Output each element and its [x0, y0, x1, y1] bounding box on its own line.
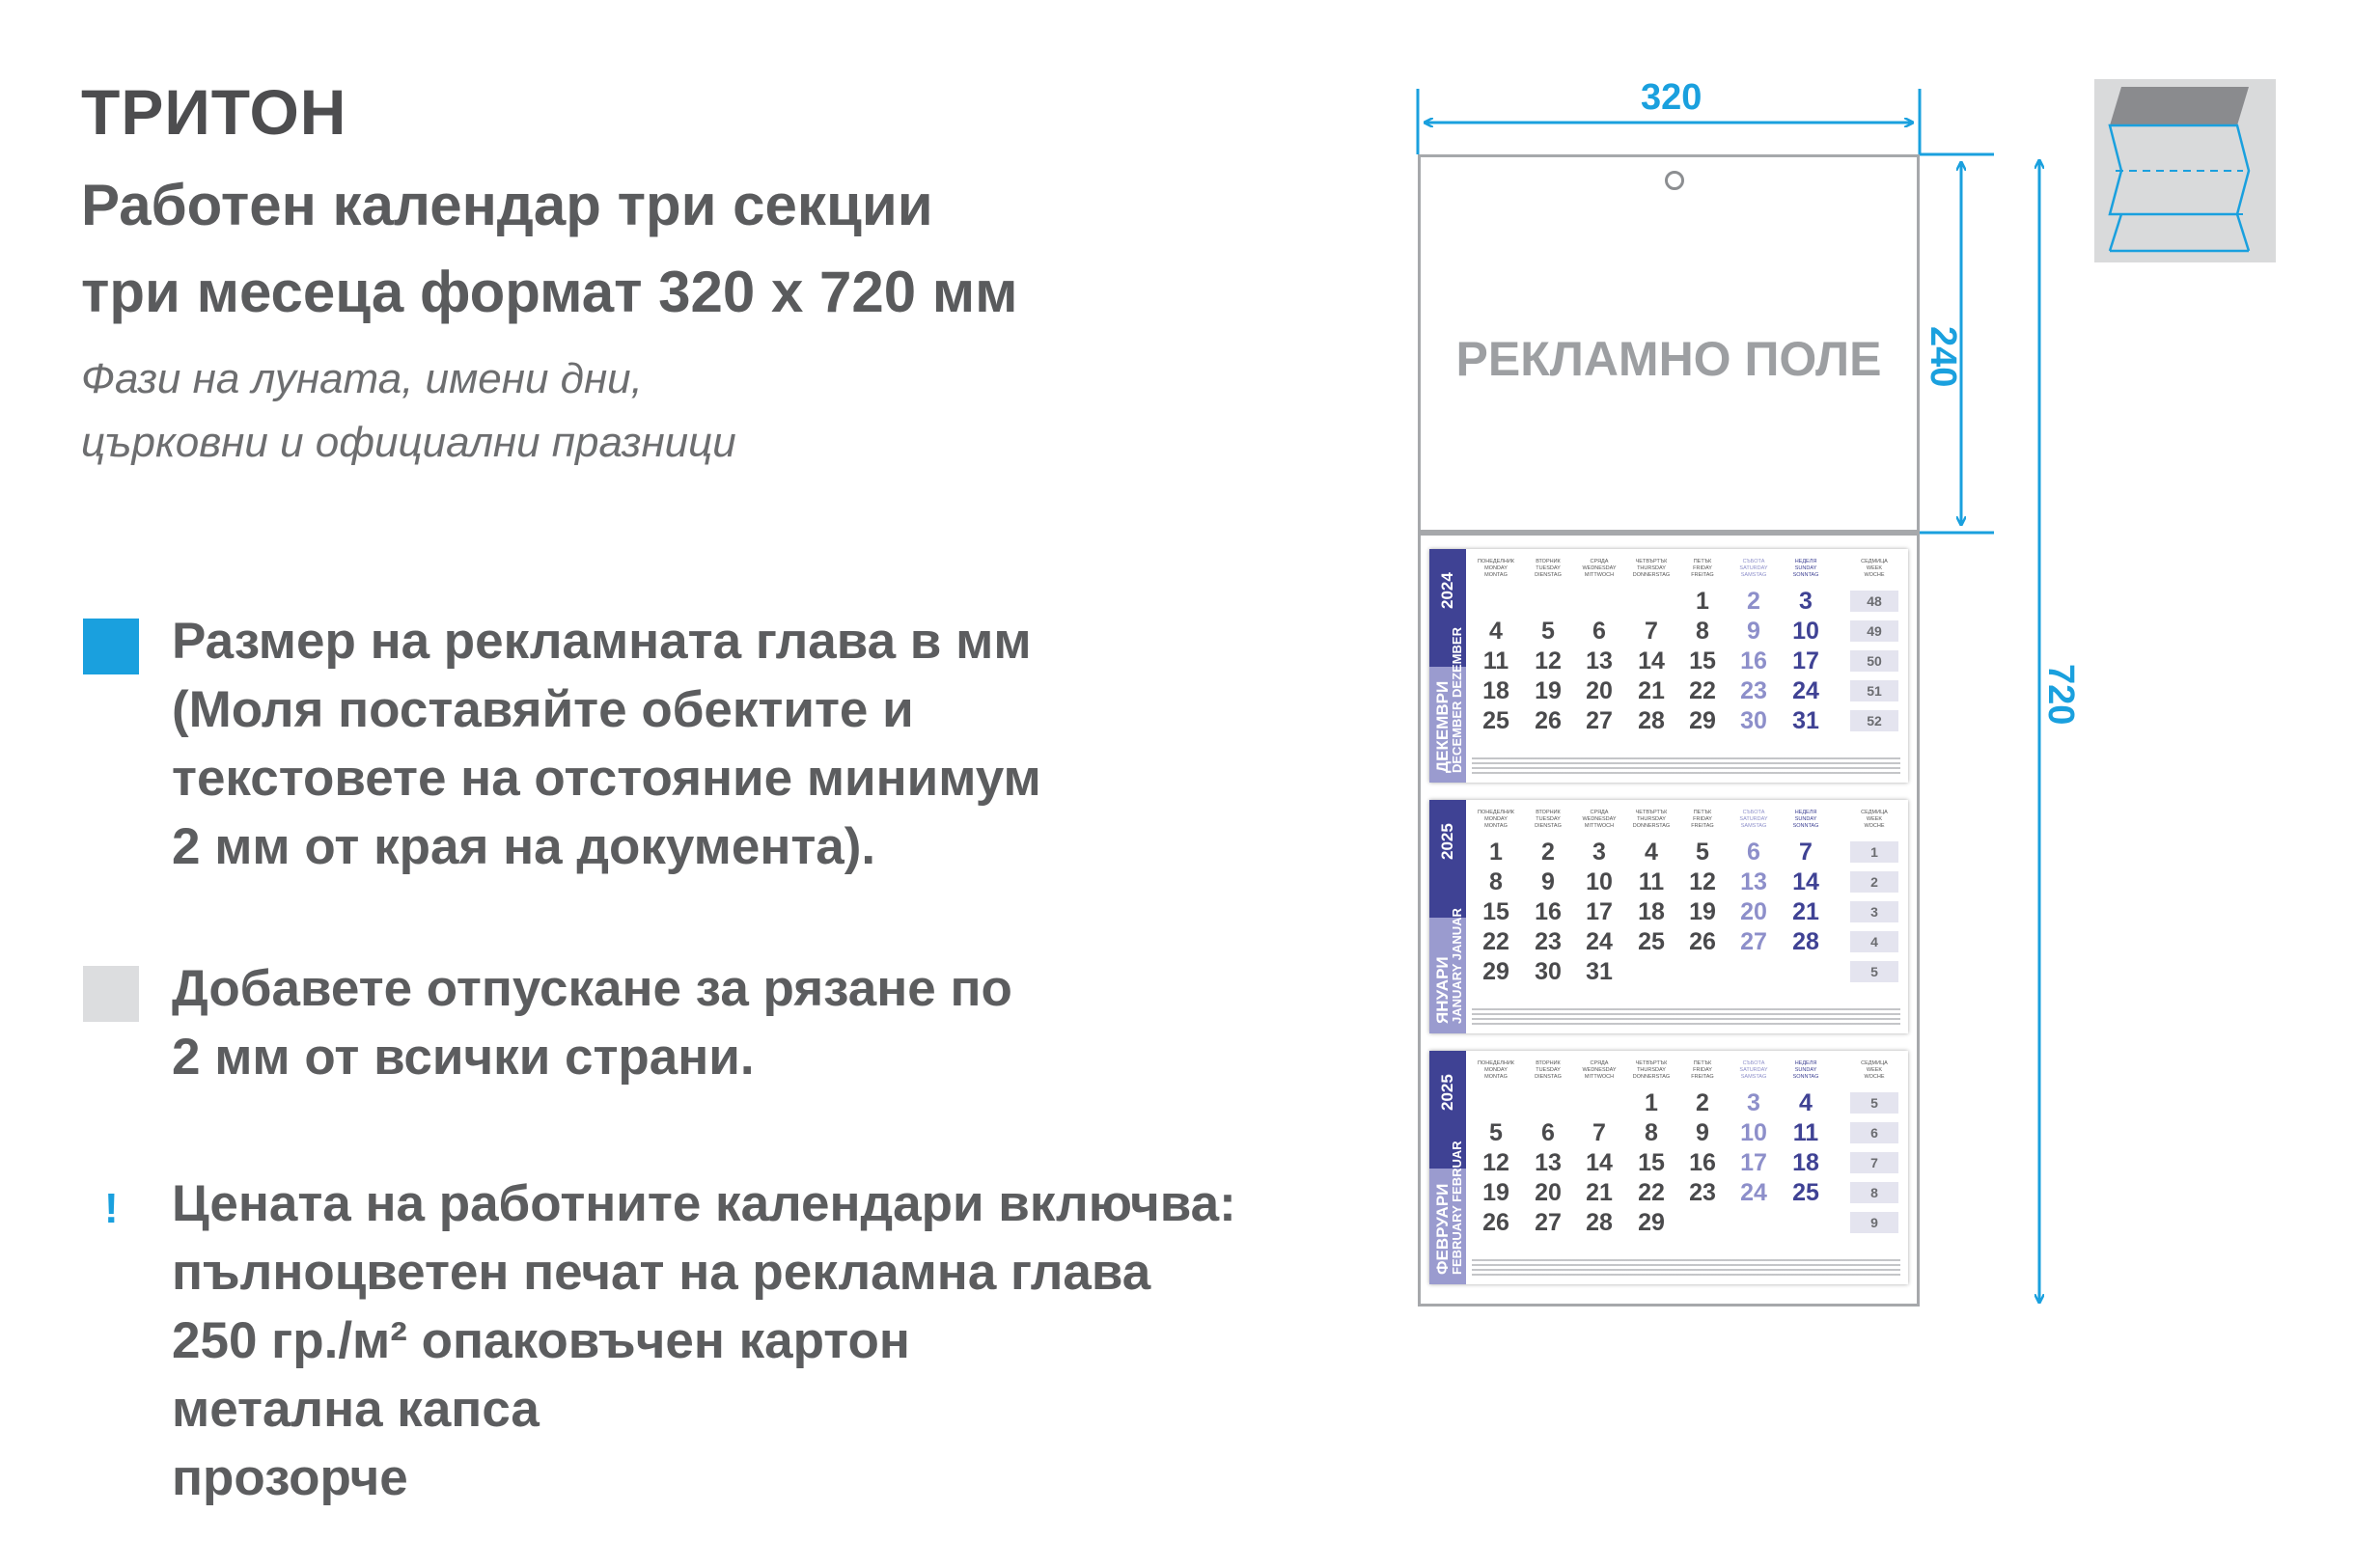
calendar-day: 22	[1638, 1179, 1665, 1206]
calendar-day: 21	[1792, 898, 1819, 925]
calendar-day: 7	[1592, 1119, 1606, 1146]
week-number: 52	[1850, 710, 1898, 731]
calendar-day: 3	[1592, 839, 1606, 866]
calendar-day: 2	[1541, 839, 1555, 866]
weekday-header: ВТОРНИК TUESDAY DIENSTAG	[1535, 559, 1562, 578]
subtitle-line-2: три месеца формат 320 x 720 мм	[81, 260, 1018, 324]
bullet-line: (Моля поставяйте обектите и	[172, 681, 914, 738]
calendar-day: 18	[1638, 898, 1665, 925]
weekday-header: ВТОРНИК TUESDAY DIENSTAG	[1535, 810, 1562, 829]
calendar-day: 8	[1489, 868, 1503, 895]
calendar-pad-january	[1429, 800, 1908, 1033]
month-name-en-de: JANUARY JANUAR	[1450, 908, 1464, 1024]
bullet-line: 2 мм от края на документа).	[172, 818, 876, 875]
holiday-names-footer	[1472, 1008, 1900, 1028]
calendar-day: 23	[1740, 677, 1767, 704]
calendar-day: 29	[1482, 958, 1509, 985]
total-height-label: 720	[2040, 664, 2081, 726]
exclamation-icon: !	[104, 1185, 119, 1232]
calendar-day: 29	[1638, 1209, 1665, 1236]
calendar-day: 20	[1586, 677, 1613, 704]
ad-field	[1418, 154, 1920, 533]
bullet-line: метална капса	[172, 1381, 540, 1438]
weekday-header: ЧЕТВЪРТЪК THURSDAY DONNERSTAG	[1632, 1060, 1671, 1080]
bullet-line: Размер на рекламната глава в мм	[172, 613, 1032, 670]
calendar-day: 6	[1541, 1119, 1555, 1146]
calendar-day: 31	[1792, 707, 1819, 734]
year-label: 2025	[1438, 1074, 1456, 1111]
calendar-day: 2	[1747, 588, 1760, 615]
calendar-day: 16	[1740, 647, 1767, 674]
note-line-2: църковни и официални празници	[81, 419, 736, 466]
calendar-day: 22	[1689, 677, 1716, 704]
calendar-day: 24	[1792, 677, 1819, 704]
weekday-header: СЕДМИЦА WEEK WOCHE	[1861, 559, 1888, 578]
bullet-line: Добавете отпускане за рязане по	[172, 960, 1012, 1017]
product-title: ТРИТОН	[81, 76, 347, 148]
calendar-day: 3	[1799, 588, 1813, 615]
weekday-header: ПОНЕДЕЛНИК MONDAY MONTAG	[1477, 1060, 1514, 1080]
calendar-day: 28	[1638, 707, 1665, 734]
calendar-day: 18	[1792, 1149, 1819, 1176]
calendar-day: 31	[1586, 958, 1613, 985]
calendar-day: 27	[1535, 1209, 1562, 1236]
calendar-day: 4	[1645, 839, 1658, 866]
month-name-en-de: DECEMBER DEZEMBER	[1450, 627, 1464, 773]
calendar-day: 21	[1638, 677, 1665, 704]
weekday-header: ЧЕТВЪРТЪК THURSDAY DONNERSTAG	[1632, 559, 1671, 578]
week-number: 4	[1850, 931, 1898, 952]
calendar-day: 21	[1586, 1179, 1613, 1206]
calendar-day: 14	[1638, 647, 1665, 674]
weekday-header: ПОНЕДЕЛНИК MONDAY MONTAG	[1477, 559, 1514, 578]
calendar-day: 26	[1535, 707, 1562, 734]
weekday-header: НЕДЕЛЯ SUNDAY SONNTAG	[1792, 810, 1819, 829]
week-number: 1	[1850, 841, 1898, 863]
week-number: 7	[1850, 1152, 1898, 1173]
weekday-header: ПЕТЪК FRIDAY FREITAG	[1691, 1060, 1714, 1080]
calendar-day: 30	[1535, 958, 1562, 985]
calendar-day: 12	[1689, 868, 1716, 895]
weekday-header: СРЯДА WEDNESDAY MITTWOCH	[1582, 1060, 1617, 1080]
calendar-day: 12	[1482, 1149, 1509, 1176]
bullet-line: пълноцветен печат на рекламна глава	[172, 1244, 1151, 1301]
calendar-day: 19	[1482, 1179, 1509, 1206]
calendar-day: 27	[1740, 928, 1767, 955]
month-name-bg: ЯНУАРИ	[1433, 956, 1452, 1024]
calendar-day: 4	[1799, 1089, 1813, 1116]
calendar-day: 5	[1696, 839, 1709, 866]
week-number: 5	[1850, 961, 1898, 982]
weekday-header: СЪБОТА SATURDAY SAMSTAG	[1739, 559, 1768, 578]
hanging-hole	[1665, 171, 1684, 190]
calendar-day: 20	[1535, 1179, 1562, 1206]
calendar-day: 11	[1638, 868, 1665, 895]
bullet-line: прозорче	[172, 1449, 408, 1506]
weekday-header: ПЕТЪК FRIDAY FREITAG	[1691, 810, 1714, 829]
calendar-day: 25	[1638, 928, 1665, 955]
calendar-day: 10	[1740, 1119, 1767, 1146]
calendar-day: 9	[1541, 868, 1555, 895]
calendar-day: 26	[1482, 1209, 1509, 1236]
month-name-bg: ДЕКЕМВРИ	[1433, 680, 1452, 773]
week-number: 2	[1850, 871, 1898, 893]
calendar-day: 6	[1592, 618, 1606, 645]
bullet-line: 250 гр./м² опаковъчен картон	[172, 1312, 910, 1369]
calendar-day: 10	[1586, 868, 1613, 895]
weekday-header: СЕДМИЦА WEEK WOCHE	[1861, 1060, 1888, 1080]
calendar-day: 17	[1792, 647, 1819, 674]
week-number: 3	[1850, 901, 1898, 922]
calendar-day: 17	[1740, 1149, 1767, 1176]
calendar-day: 8	[1645, 1119, 1658, 1146]
calendar-day: 1	[1645, 1089, 1658, 1116]
calendar-day: 24	[1586, 928, 1613, 955]
calendar-day: 11	[1482, 647, 1509, 674]
calendar-day: 12	[1535, 647, 1562, 674]
holiday-names-footer	[1472, 1259, 1900, 1279]
weekday-header: СЪБОТА SATURDAY SAMSTAG	[1739, 1060, 1768, 1080]
year-label: 2024	[1438, 572, 1456, 609]
week-number: 9	[1850, 1212, 1898, 1233]
calendar-day: 20	[1740, 898, 1767, 925]
calendar-day: 26	[1689, 928, 1716, 955]
ad-field-label: РЕКЛАМНО ПОЛЕ	[1455, 332, 1882, 386]
calendar-day: 19	[1689, 898, 1716, 925]
weekday-header: ЧЕТВЪРТЪК THURSDAY DONNERSTAG	[1632, 810, 1671, 829]
calendar-day: 5	[1489, 1119, 1503, 1146]
calendar-day: 6	[1747, 839, 1760, 866]
head-height-label: 240	[1923, 326, 1963, 388]
calendar-day: 25	[1482, 707, 1509, 734]
calendar-day: 16	[1535, 898, 1562, 925]
calendar-day: 7	[1645, 618, 1658, 645]
calendar-day: 13	[1535, 1149, 1562, 1176]
weekday-header: ПЕТЪК FRIDAY FREITAG	[1691, 559, 1714, 578]
weekday-header: ПОНЕДЕЛНИК MONDAY MONTAG	[1477, 810, 1514, 829]
calendar-day: 7	[1799, 839, 1813, 866]
calendar-day: 9	[1747, 618, 1760, 645]
calendar-day: 13	[1586, 647, 1613, 674]
calendar-day: 14	[1586, 1149, 1613, 1176]
bullet-line: Цената на работните календари включва:	[172, 1175, 1236, 1232]
weekday-header: СЕДМИЦА WEEK WOCHE	[1861, 810, 1888, 829]
weekday-header: ВТОРНИК TUESDAY DIENSTAG	[1535, 1060, 1562, 1080]
calendar-day: 4	[1489, 618, 1503, 645]
calendar-day: 15	[1689, 647, 1716, 674]
month-name-en-de: FEBRUARY FEBRUAR	[1450, 1141, 1464, 1275]
calendar-pad-february	[1429, 1051, 1908, 1284]
week-number: 50	[1850, 650, 1898, 672]
calendar-day: 25	[1792, 1179, 1819, 1206]
calendar-day: 27	[1586, 707, 1613, 734]
weekday-header: НЕДЕЛЯ SUNDAY SONNTAG	[1792, 1060, 1819, 1080]
calendar-day: 11	[1792, 1119, 1819, 1146]
calendar-day: 1	[1489, 839, 1503, 866]
week-number: 51	[1850, 680, 1898, 701]
calendar-day: 16	[1689, 1149, 1716, 1176]
calendar-day: 14	[1792, 868, 1819, 895]
calendar-day: 2	[1696, 1089, 1709, 1116]
calendar-day: 24	[1740, 1179, 1767, 1206]
calendar-day: 15	[1638, 1149, 1665, 1176]
fold-icon-graphic	[2094, 79, 2276, 262]
note-line-1: Фази на луната, имени дни,	[81, 355, 643, 402]
calendar-day: 23	[1535, 928, 1562, 955]
calendar-day: 17	[1586, 898, 1613, 925]
calendar-day: 3	[1747, 1089, 1760, 1116]
year-label: 2025	[1438, 823, 1456, 860]
weekday-header: СЪБОТА SATURDAY SAMSTAG	[1739, 810, 1768, 829]
calendar-day: 8	[1696, 618, 1709, 645]
width-label: 320	[1641, 77, 1702, 118]
week-number: 5	[1850, 1092, 1898, 1114]
calendar-day: 22	[1482, 928, 1509, 955]
bullet-line: 2 мм от всички страни.	[172, 1029, 755, 1086]
calendar-day: 5	[1541, 618, 1555, 645]
month-name-bg: ФЕВРУАРИ	[1433, 1183, 1452, 1275]
calendar-day: 30	[1740, 707, 1767, 734]
calendar-day: 29	[1689, 707, 1716, 734]
calendar-day: 10	[1792, 618, 1819, 645]
calendar-day: 15	[1482, 898, 1509, 925]
subtitle-line-1: Работен календар три секции	[81, 173, 933, 237]
week-number: 6	[1850, 1122, 1898, 1143]
week-number: 49	[1850, 620, 1898, 642]
calendar-pad-december	[1429, 549, 1908, 783]
weekday-header: НЕДЕЛЯ SUNDAY SONNTAG	[1792, 559, 1819, 578]
week-number: 48	[1850, 591, 1898, 612]
week-number: 8	[1850, 1182, 1898, 1203]
calendar-day: 19	[1535, 677, 1562, 704]
calendar-day: 1	[1696, 588, 1709, 615]
calendar-day: 28	[1792, 928, 1819, 955]
weekday-header: СРЯДА WEDNESDAY MITTWOCH	[1582, 810, 1617, 829]
weekday-header: СРЯДА WEDNESDAY MITTWOCH	[1582, 559, 1617, 578]
calendar-day: 23	[1689, 1179, 1716, 1206]
calendar-day: 28	[1586, 1209, 1613, 1236]
holiday-names-footer	[1472, 757, 1900, 777]
calendar-day: 9	[1696, 1119, 1709, 1146]
calendar-day: 18	[1482, 677, 1509, 704]
bullet-line: текстовете на отстояние минимум	[172, 750, 1041, 807]
folding-calendar-icon	[2094, 79, 2276, 262]
calendar-day: 13	[1740, 868, 1767, 895]
